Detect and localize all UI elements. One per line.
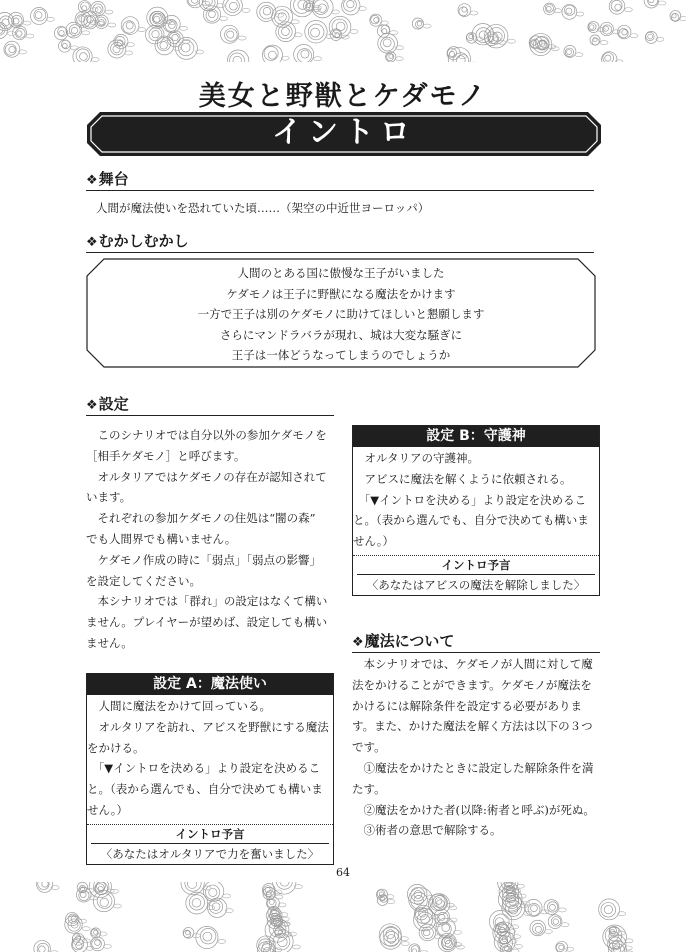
story-line: 人間のとある国に傲慢な王子がいました <box>237 266 445 280</box>
setting-a-header: 設定 A：魔法使い <box>87 674 333 695</box>
bottom-floral-border <box>0 882 686 952</box>
story-line: 一方で王子は別のケダモノに助けてほしいと懇願します <box>197 307 485 322</box>
setting-a-box <box>86 673 334 865</box>
setting-b-yogen-title: イントロ予言 <box>441 557 511 572</box>
setting-a-yogen-title: イントロ予言 <box>175 826 245 841</box>
settei-text: このシナリオでは自分以外の参加ケダモノを ［相手ケダモノ］と呼びます。 オルタリアではケダモノの存在が認知されて います。 それぞれの参加ケダモノの住処は“闇の森” でも人間界でも構いません。 ケダモノ作成の時に「弱点」「弱点の影響」 を設定してください。 本シナリオでは「群れ」の設定はなくて構い ません。プレイヤーが望めば、設定しても構い ません。 <box>86 428 328 650</box>
top-floral-border <box>0 0 686 62</box>
page-number: 64 <box>336 866 350 879</box>
setting-b-yogen-text: 〈あなたはアビスの魔法を解除しました〉 <box>366 577 586 592</box>
intro-banner <box>86 111 602 157</box>
heading-mark-icon: ❖ <box>86 235 98 250</box>
butai-text: 人間が魔法使いを恐れていた頃……（架空の中近世ヨーロッパ） <box>96 201 430 215</box>
page-title: 美女と野獣とケダモノ <box>198 81 488 112</box>
section-heading-mukashi: ❖むかしむかし <box>86 232 594 253</box>
story-box <box>86 258 596 368</box>
setting-b-body: オルタリアの守護神。 アビスに魔法を解くように依頼される。 「▼イントロを決める」より設定を決めるこ と。（表から選んでも、自分で決めても構いま せん。） <box>353 451 589 549</box>
section-heading-butai: ❖舞台 <box>86 170 594 191</box>
heading-mark-icon: ❖ <box>352 635 364 650</box>
story-line: ケダモノは王子に野獣になる魔法をかけます <box>226 286 456 301</box>
section-heading-mahou: ❖魔法について <box>352 632 600 653</box>
story-line: 王子は一体どうなってしまうのでしょうか <box>231 348 451 363</box>
setting-b-header: 設定 B：守護神 <box>353 426 599 447</box>
story-line: さらにマンドラバラが現れ、城は大変な騒ぎに <box>219 327 463 342</box>
story-lines <box>86 263 596 366</box>
section-heading-settei: ❖設定 <box>86 395 334 416</box>
heading-mark-icon: ❖ <box>86 398 98 413</box>
heading-mark-icon: ❖ <box>86 173 98 188</box>
setting-a-yogen-text: 〈あなたはオルタリアで力を奮いました〉 <box>100 846 320 861</box>
setting-b-box <box>352 425 600 596</box>
setting-a-body: 人間に魔法をかけて回っている。 オルタリアを訪れ、アビスを野獣にする魔法 をかける。 「▼イントロを決める」より設定を決めるこ と。（表から選んでも、自分で決めても構いま せん。） <box>87 699 329 817</box>
banner-title: イントロ <box>272 115 416 150</box>
mahou-text: 本シナリオでは、ケダモノが人間に対して魔 法をかけることができます。ケダモノが魔法を かけるには解除条件を設定する必要がありま す。また、かけた魔法を解く方法は以下の３つ です。 ①魔法をかけたときに設定した解除条件を満 たす。 ②魔法をかけた者(以降:術者と呼ぶ)が死ぬ。 ③術者の意思で解除する。 <box>352 657 595 838</box>
